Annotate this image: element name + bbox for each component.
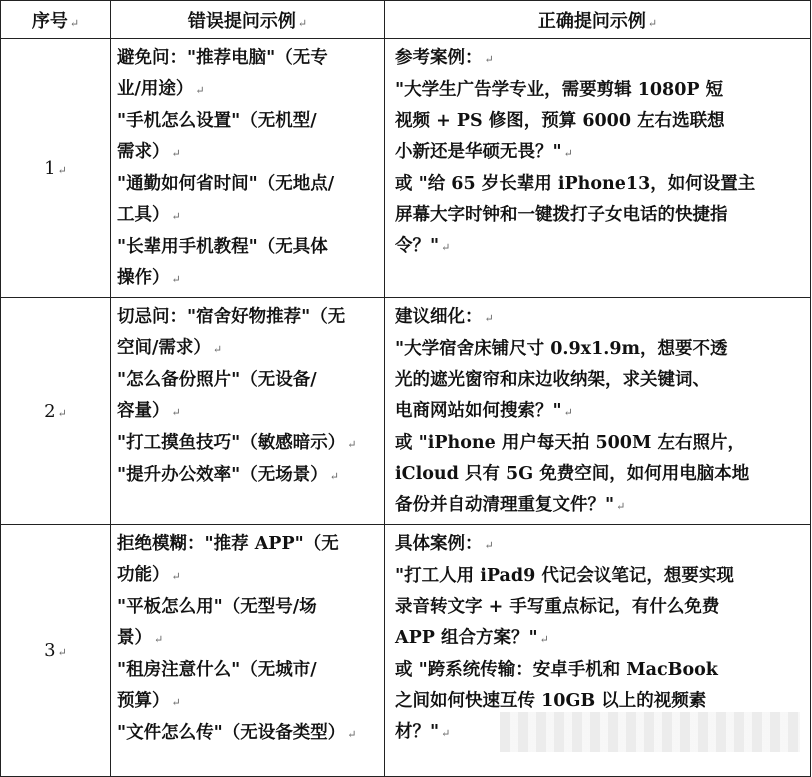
wrong-text: "提升办公效率"（无场景） <box>117 465 328 485</box>
right-heading-text: 参考案例： <box>395 48 483 68</box>
para-mark: ↵ <box>57 406 67 420</box>
para-mark: ↵ <box>171 210 181 223</box>
header-index <box>1 1 111 39</box>
para-mark: ↵ <box>171 273 181 286</box>
right-line <box>395 490 804 522</box>
right-text: 小新还是华硕无畏？" <box>395 142 562 162</box>
para-mark: ↵ <box>441 727 451 740</box>
right-example-cell <box>385 298 811 525</box>
right-heading <box>395 302 804 334</box>
right-line: 视频 + PS 修图，预算 6000 左右选联想 <box>395 111 725 131</box>
para-mark: ↵ <box>484 539 494 552</box>
right-line: 之间如何快速互传 10GB 以上的视频素 <box>395 691 707 711</box>
wrong-line <box>117 137 378 169</box>
right-line: "大学宿舍床铺尺寸 0.9x1.9m，想要不透 <box>395 339 728 359</box>
row-index-cell <box>1 525 111 777</box>
para-mark: ↵ <box>563 147 573 160</box>
wrong-line <box>117 428 378 460</box>
wrong-line <box>117 686 378 718</box>
wrong-text: 景） <box>117 628 152 648</box>
right-text: 材？" <box>395 722 440 742</box>
para-mark: ↵ <box>647 16 658 30</box>
right-line: iCloud 只有 5G 免费空间，如何用电脑本地 <box>395 464 750 484</box>
para-mark: ↵ <box>69 16 80 30</box>
wrong-line: 切忌问："宿舍好物推荐"（无 <box>117 307 346 327</box>
right-line: 或 "iPhone 用户每天拍 500M 左右照片， <box>395 433 745 453</box>
wrong-line <box>117 200 378 232</box>
right-text: 电商网站如何搜索？" <box>395 401 562 421</box>
right-line: "大学生广告学专业，需要剪辑 1080P 短 <box>395 80 724 100</box>
wrong-line: 避免问："推荐电脑"（无专 <box>117 48 328 68</box>
para-mark: ↵ <box>329 470 339 483</box>
para-mark: ↵ <box>347 438 357 451</box>
wrong-line: "长辈用手机教程"（无具体 <box>117 237 328 257</box>
wrong-text: 需求） <box>117 142 170 162</box>
row-index-cell <box>1 298 111 525</box>
right-line: 录音转文字 + 手写重点标记，有什么免费 <box>395 597 720 617</box>
wrong-line <box>117 74 378 106</box>
wrong-line <box>117 263 378 295</box>
wrong-line: "通勤如何省时间"（无地点/ <box>117 174 335 194</box>
blurred-watermark <box>500 712 800 752</box>
wrong-line <box>117 333 378 365</box>
wrong-example-cell <box>111 525 385 777</box>
right-line: 光的遮光窗帘和床边收纳架，求关键词、 <box>395 370 710 390</box>
para-mark: ↵ <box>484 312 494 325</box>
para-mark: ↵ <box>539 633 549 646</box>
right-text: 备份并自动清理重复文件？" <box>395 495 615 515</box>
wrong-text: 预算） <box>117 691 170 711</box>
right-heading-text: 具体案例： <box>395 534 483 554</box>
header-index-label: 序号 <box>31 10 68 32</box>
right-line: 屏幕大字时钟和一键拨打子女电话的快捷指 <box>395 205 728 225</box>
right-text: APP 组合方案？" <box>395 628 538 648</box>
para-mark: ↵ <box>297 16 308 30</box>
para-mark: ↵ <box>347 728 357 741</box>
para-mark: ↵ <box>195 84 205 97</box>
wrong-line: 拒绝模糊："推荐 APP"（无 <box>117 534 339 554</box>
right-heading <box>395 529 804 561</box>
wrong-line <box>117 560 378 592</box>
right-example-cell <box>385 39 811 298</box>
header-wrong-label: 错误提问示例 <box>187 10 296 32</box>
wrong-text: "文件怎么传"（无设备类型） <box>117 723 346 743</box>
wrong-line: "租房注意什么"（无城市/ <box>117 660 317 680</box>
row-index-cell <box>1 39 111 298</box>
table-row <box>1 298 811 525</box>
wrong-line <box>117 396 378 428</box>
wrong-line <box>117 460 378 492</box>
para-mark: ↵ <box>154 633 164 646</box>
wrong-text: 空间/需求） <box>117 338 211 358</box>
wrong-line <box>117 718 378 750</box>
header-right <box>385 1 811 39</box>
row-index: 2 <box>44 400 56 422</box>
para-mark: ↵ <box>171 696 181 709</box>
header-row <box>1 1 811 39</box>
para-mark: ↵ <box>563 406 573 419</box>
wrong-text: 操作） <box>117 268 170 288</box>
right-line <box>395 231 804 263</box>
para-mark: ↵ <box>441 241 451 254</box>
right-heading <box>395 43 804 75</box>
right-line: "打工人用 iPad9 代记会议笔记，想要实现 <box>395 566 734 586</box>
wrong-line: "平板怎么用"（无型号/场 <box>117 597 317 617</box>
para-mark: ↵ <box>171 147 181 160</box>
wrong-line: "怎么备份照片"（无设备/ <box>117 370 317 390</box>
wrong-line: "手机怎么设置"（无机型/ <box>117 111 317 131</box>
right-heading-text: 建议细化： <box>395 307 483 327</box>
row-index: 3 <box>44 640 56 661</box>
header-wrong <box>111 1 385 39</box>
wrong-text: 容量） <box>117 401 170 421</box>
para-mark: ↵ <box>171 406 181 419</box>
right-text: 令？" <box>395 236 440 256</box>
para-mark: ↵ <box>171 570 181 583</box>
wrong-example-cell <box>111 39 385 298</box>
row-index: 1 <box>44 157 56 179</box>
table-row <box>1 39 811 298</box>
para-mark: ↵ <box>212 343 223 356</box>
header-right-label: 正确提问示例 <box>537 10 646 32</box>
para-mark: ↵ <box>57 163 67 177</box>
wrong-text: 工具） <box>117 205 170 225</box>
right-line <box>395 137 804 169</box>
right-line: 或 "跨系统传输：安卓手机和 MacBook <box>395 660 718 680</box>
wrong-example-cell <box>111 298 385 525</box>
right-line <box>395 623 804 655</box>
right-line: 或 "给 65 岁长辈用 iPhone13，如何设置主 <box>395 174 756 194</box>
wrong-text: 功能） <box>117 565 170 585</box>
para-mark: ↵ <box>57 646 67 659</box>
para-mark: ↵ <box>616 500 626 513</box>
right-line <box>395 396 804 428</box>
wrong-line <box>117 623 378 655</box>
wrong-text: 业/用途） <box>117 79 194 99</box>
para-mark: ↵ <box>484 53 494 66</box>
wrong-text: "打工摸鱼技巧"（敏感暗示） <box>117 433 346 453</box>
